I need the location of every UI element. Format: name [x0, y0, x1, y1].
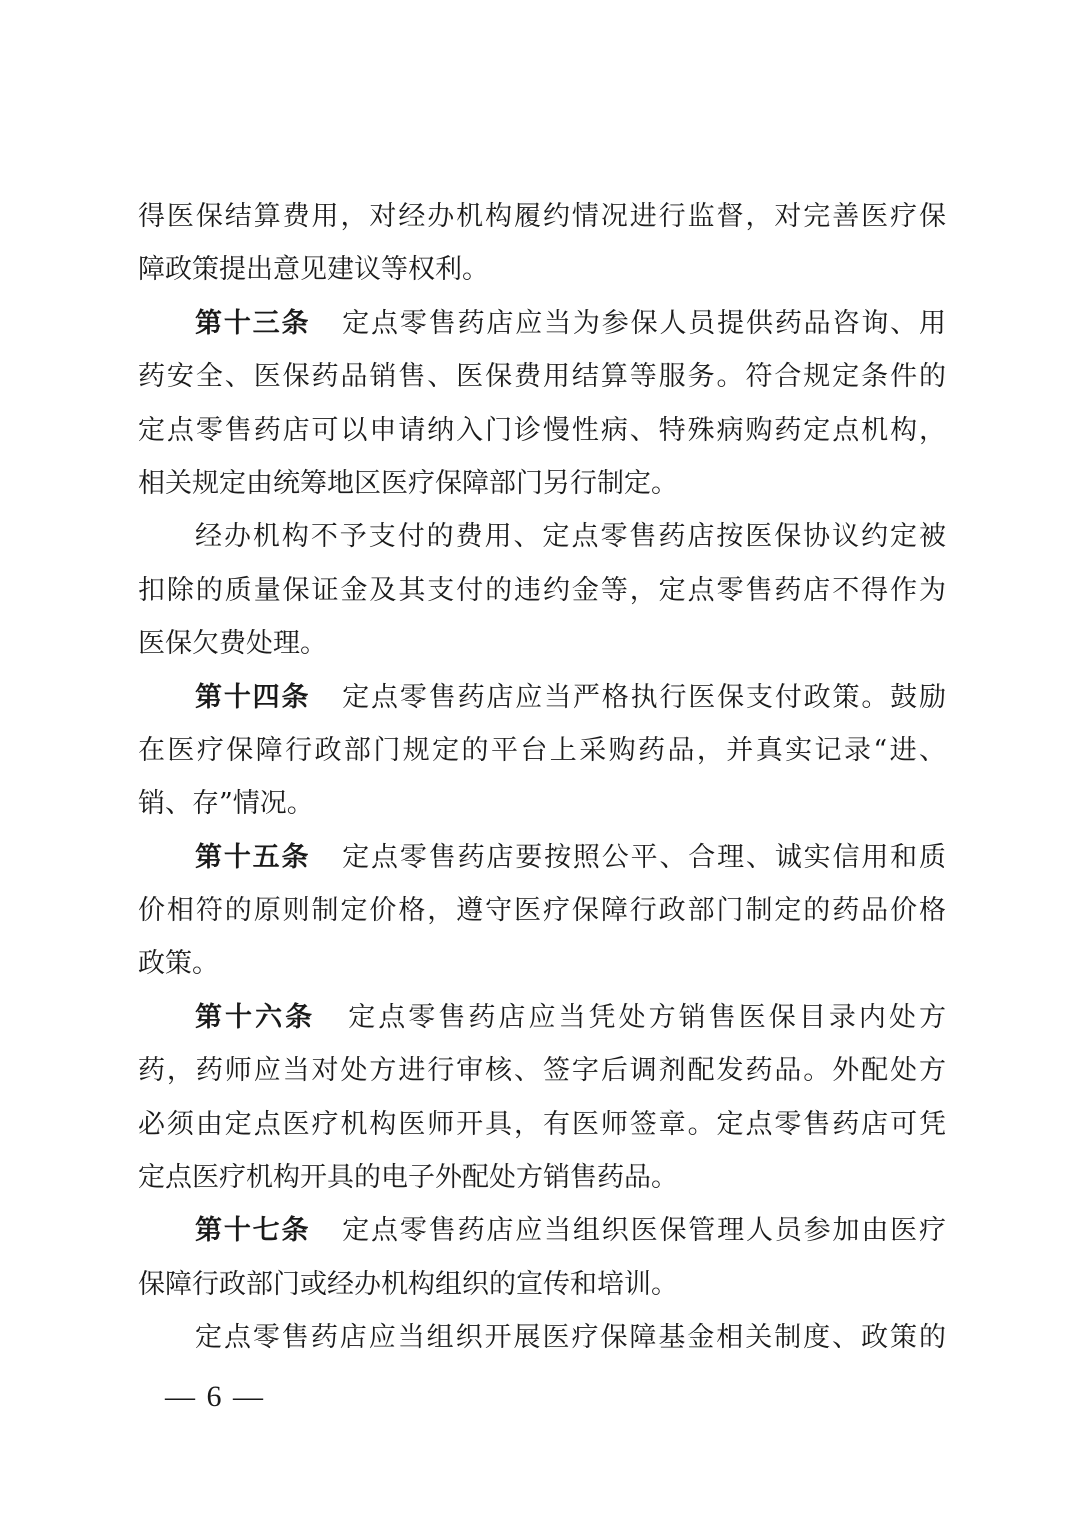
text-line: [138, 350, 946, 403]
line-text: 药安全、医保药品销售、医保费用结算等服务。符合规定条件的: [138, 361, 946, 393]
article-number: 第十五条: [195, 841, 311, 873]
line-text: 障政策提出意见建议等权利。: [138, 254, 489, 286]
body-text: [138, 190, 946, 1365]
text-line: [138, 457, 946, 510]
text-line: [138, 617, 946, 670]
line-text: 相关规定由统筹地区医疗保障部门另行制定。: [138, 467, 678, 499]
line-text: 定点零售药店可以申请纳入门诊慢性病、特殊病购药定点机构，: [138, 414, 946, 446]
line-text: 销、存”情况。: [138, 788, 314, 820]
text-line: [138, 1151, 946, 1204]
line-text: 经办机构不予支付的费用、定点零售药店按医保协议约定被: [195, 521, 946, 553]
text-line: [138, 991, 946, 1044]
line-text: 保障行政部门或经办机构组织的宣传和培训。: [138, 1268, 678, 1300]
line-text: 定点零售药店应当严格执行医保支付政策。鼓励: [340, 681, 946, 713]
line-text: 医保欠费处理。: [138, 628, 327, 660]
text-line: [138, 937, 946, 990]
line-text: 定点医疗机构开具的电子外配处方销售药品。: [138, 1162, 678, 1194]
line-text: 得医保结算费用，对经办机构履约情况进行监督，对完善医疗保: [138, 201, 946, 232]
article-number: 第十六条: [195, 1001, 316, 1033]
page-number: — 6 —: [165, 1380, 265, 1413]
line-text: 必须由定点医疗机构医师开具，有医师签章。定点零售药店可凭: [138, 1108, 946, 1140]
line-text: 定点零售药店应当组织开展医疗保障基金相关制度、政策的: [195, 1322, 946, 1354]
text-line: [138, 510, 946, 563]
text-line: [138, 297, 946, 350]
article-number: 第十七条: [195, 1215, 311, 1247]
text-line: [138, 243, 946, 296]
text-line: [138, 1258, 946, 1311]
text-line: [138, 777, 946, 830]
text-line: [138, 1098, 946, 1151]
line-text: 在医疗保障行政部门规定的平台上采购药品，并真实记录“进、: [138, 734, 946, 766]
article-number: 第十四条: [195, 681, 311, 713]
text-line: [138, 1311, 946, 1364]
text-line: [138, 671, 946, 724]
line-text: 定点零售药店要按照公平、合理、诚实信用和质: [340, 841, 946, 873]
text-line: [138, 1044, 946, 1097]
text-line: [138, 404, 946, 457]
line-text: 药，药师应当对处方进行审核、签字后调剂配发药品。外配处方: [138, 1055, 946, 1087]
text-line: [138, 831, 946, 884]
text-line: [138, 190, 946, 243]
line-text: 扣除的质量保证金及其支付的违约金等，定点零售药店不得作为: [138, 574, 946, 606]
text-line: [138, 564, 946, 617]
line-text: 政策。: [138, 948, 219, 980]
text-line: [138, 884, 946, 937]
line-text: 定点零售药店应当组织医保管理人员参加由医疗: [340, 1215, 946, 1247]
article-number: 第十三条: [195, 307, 311, 339]
line-text: 定点零售药店应当凭处方销售医保目录内处方: [345, 1001, 946, 1033]
text-line: [138, 724, 946, 777]
text-line: [138, 1204, 946, 1257]
line-text: 价相符的原则制定价格，遵守医疗保障行政部门制定的药品价格: [138, 895, 946, 927]
line-text: 定点零售药店应当为参保人员提供药品咨询、用: [340, 307, 946, 339]
